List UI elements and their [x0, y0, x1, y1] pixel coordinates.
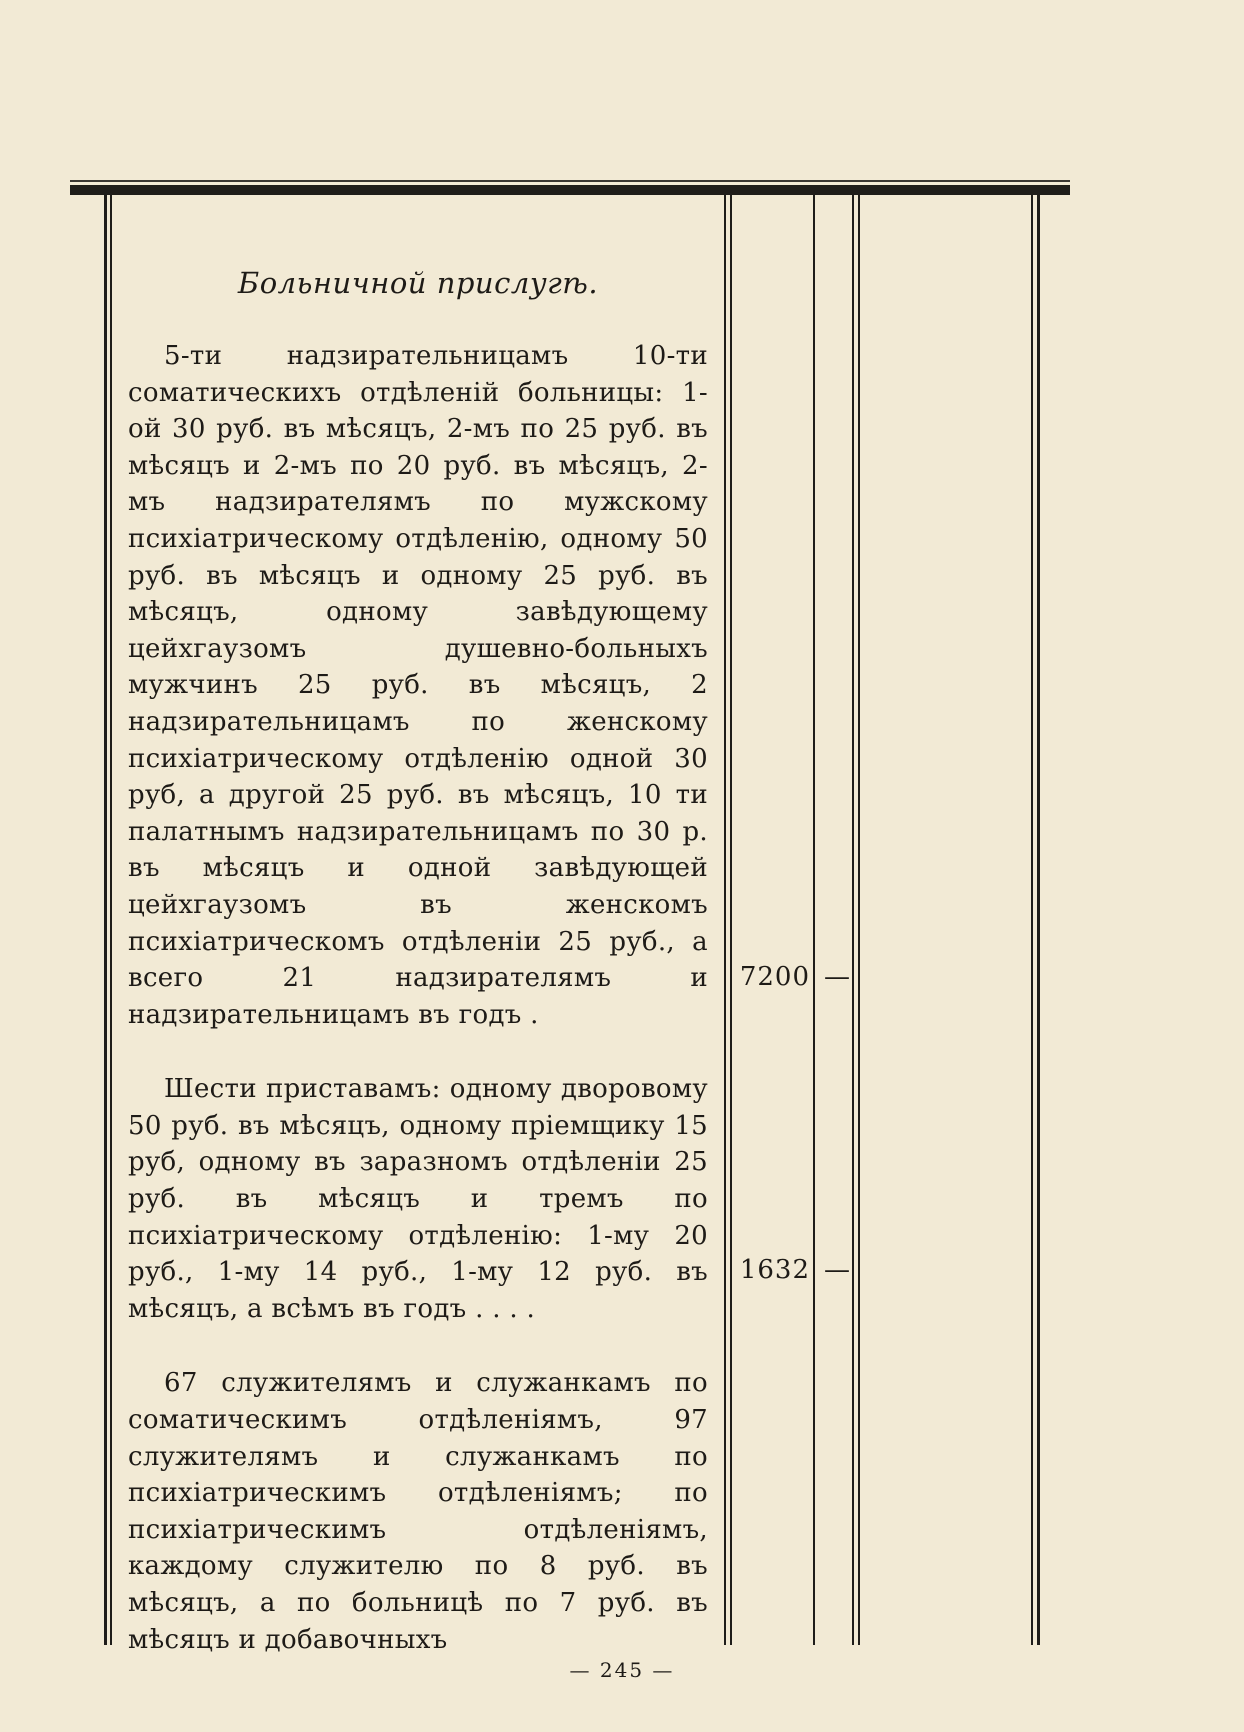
amount-rubles: 7200 [739, 962, 810, 992]
right-border-outer-line [1037, 195, 1040, 1645]
amount-kopecks: — [824, 962, 850, 992]
left-border-line [104, 195, 107, 1645]
column-divider-kopecks [852, 195, 854, 1645]
left-border-inner-line [110, 195, 112, 1645]
column-divider-rubles [813, 195, 815, 1645]
amount-kopecks: — [824, 1255, 850, 1285]
amount-rubles: 1632 [739, 1255, 810, 1285]
section-title: Больничной прислугѣ. [237, 266, 599, 300]
paragraph-bailiffs: Шести приставамъ: одному дворовому 50 руб. въ мѣсяцъ, одному пріемщику 15 руб, одному въ заразномъ отдѣленіи 25 руб. въ мѣсяцъ и тремъ по психіатрическому отдѣленію: 1-му 20 руб., 1-му 14 руб., 1-му 12 руб. въ мѣсяцъ, а всѣмъ въ годъ . . . . [128, 1074, 708, 1324]
page-number: — 245 — [569, 1658, 675, 1682]
paragraph-overseers: 5-ти надзирательницамъ 10-ти соматическихъ отдѣленій больницы: 1-ой 30 руб. въ мѣсяцъ, 2-мъ по 25 руб. въ мѣсяцъ и 2-мъ по 20 руб. въ мѣсяцъ, 2-мъ надзирателямъ по мужскому психіатрическому отдѣленію, одному 50 руб. въ мѣсяцъ и одному 25 руб. въ мѣсяцъ, одному завѣдующему цейхгаузомъ душевно-больныхъ мужчинъ 25 руб. въ мѣсяцъ, 2 надзирательницамъ по женскому психіатрическому отдѣленію одной 30 руб, а другой 25 руб. въ мѣсяцъ, 10 ти палатнымъ надзирательницамъ по 30 р. въ мѣсяцъ и одной завѣдующей цейхгаузомъ въ женскомъ психіатрическомъ отдѣленіи 25 руб., а всего 21 надзирателямъ и надзирательницамъ въ годъ . [128, 341, 708, 1030]
text-column [128, 200, 708, 1658]
column-divider-text-inner [730, 195, 732, 1645]
right-border-line [1031, 195, 1033, 1645]
column-divider-kopecks-inner [858, 195, 860, 1645]
header-rule-thin [70, 180, 1070, 182]
column-divider-text [724, 195, 726, 1645]
paragraph-servants: 67 служителямъ и служанкамъ по соматическимъ отдѣленіямъ, 97 служителямъ и служанкамъ по психіатрическимъ отдѣленіямъ; по психіатрическимъ отдѣленіямъ, каждому служителю по 8 руб. въ мѣсяцъ, а по больницѣ по 7 руб. въ мѣсяцъ и добавочныхъ [128, 1368, 708, 1655]
header-rule [70, 185, 1070, 195]
